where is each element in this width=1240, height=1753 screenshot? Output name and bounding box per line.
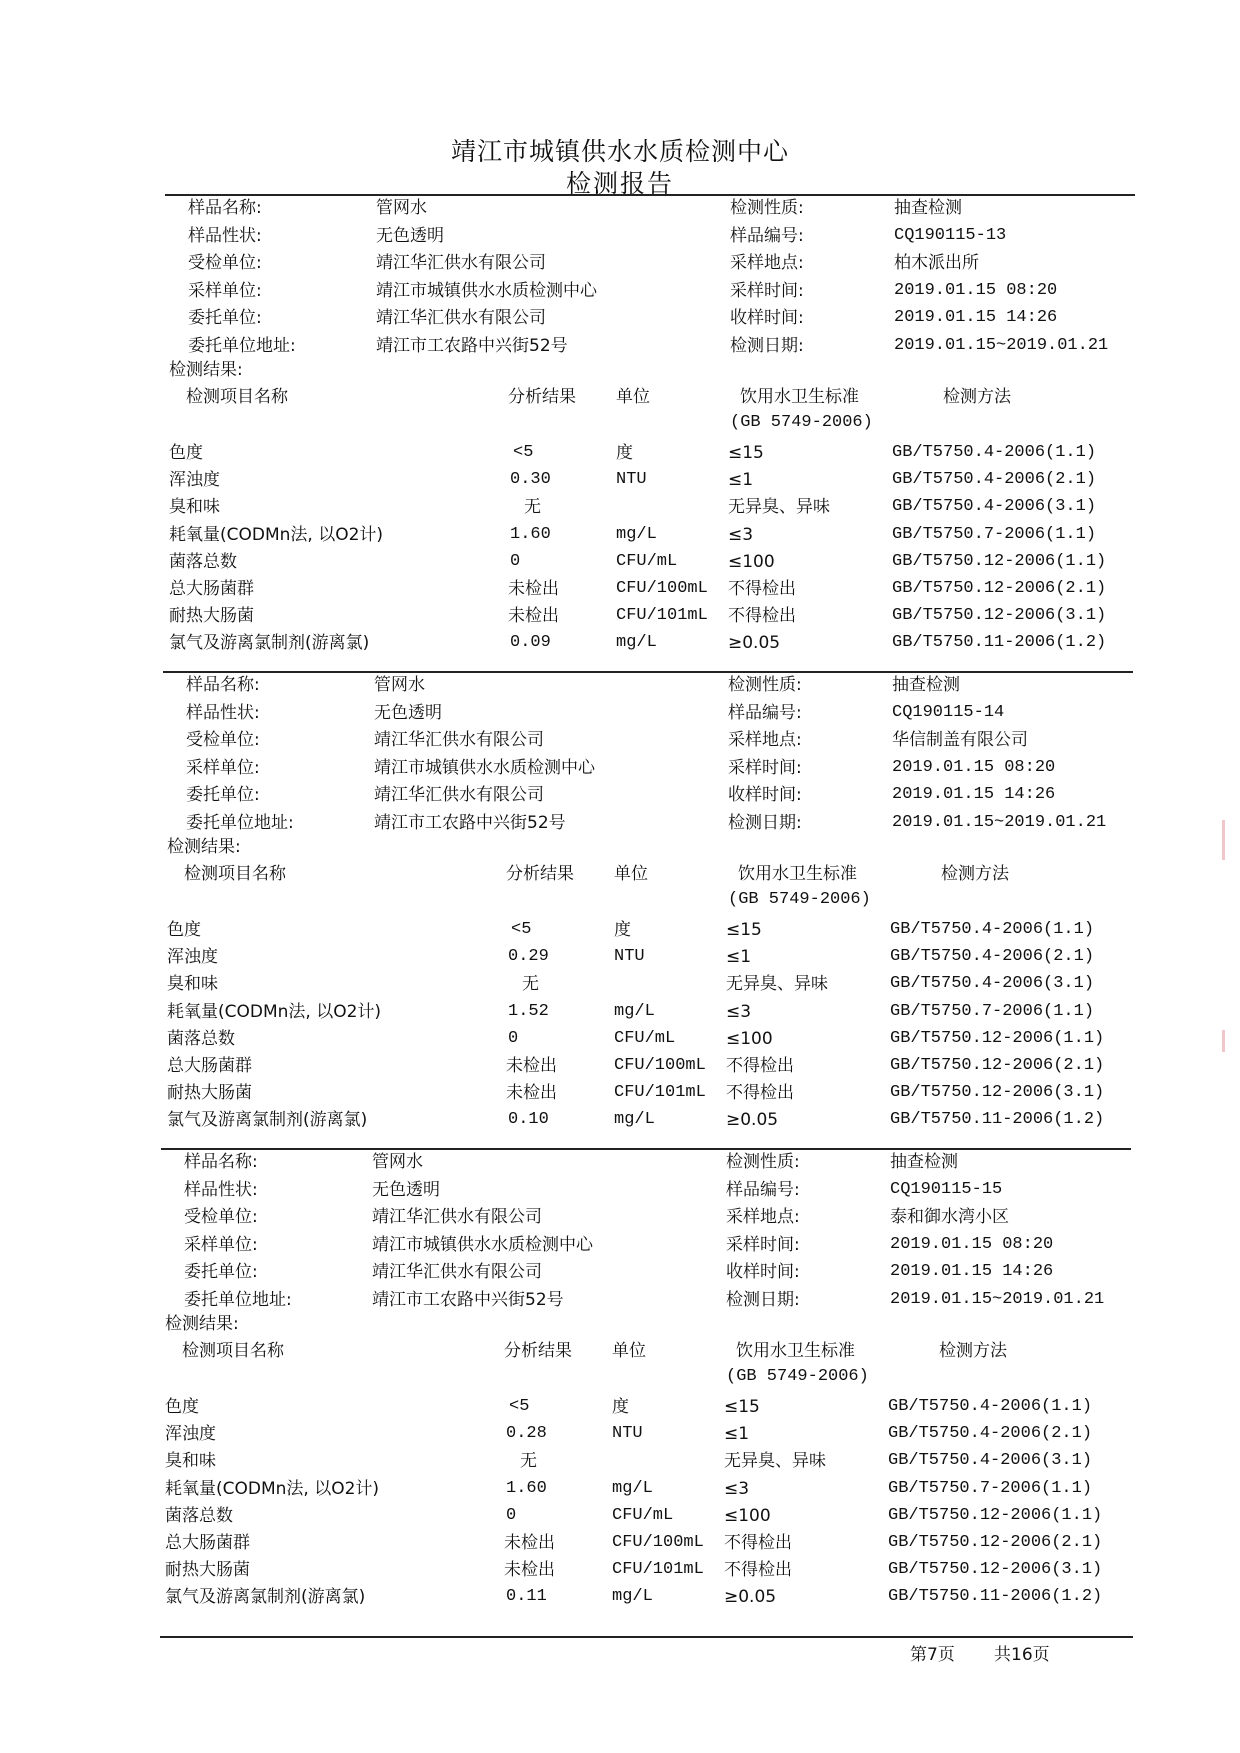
item-unit: mg/L <box>616 524 657 544</box>
value-test-nature: 抽查检测 <box>892 675 960 695</box>
results-label: 检测结果: <box>169 360 243 380</box>
value-sample-no: CQ190115-14 <box>892 702 1005 722</box>
item-standard: 不得检出 <box>726 1083 794 1104</box>
item-result: 0 <box>506 1505 517 1525</box>
item-method: GB/T5750.12-2006(3.1) <box>890 1083 1105 1103</box>
label-entrust-unit: 委托单位: <box>186 785 260 805</box>
item-standard: ≤100 <box>726 1028 773 1049</box>
value-sample-name: 管网水 <box>376 198 427 218</box>
label-test-date: 检测日期: <box>726 1289 800 1310</box>
item-method: GB/T5750.11-2006(1.2) <box>890 1110 1105 1130</box>
report-title: 检测报告 <box>565 169 674 198</box>
label-inspected-unit: 受检单位: <box>188 253 262 273</box>
item-unit: mg/L <box>614 1001 655 1021</box>
page-total: 共16页 <box>994 1645 1050 1665</box>
label-sampling-unit: 采样单位: <box>188 280 262 301</box>
item-unit: NTU <box>612 1424 643 1444</box>
value-sampling-unit: 靖江市城镇供水水质检测中心 <box>376 280 597 301</box>
value-sample-name: 管网水 <box>374 675 425 695</box>
item-name: 总大肠菌群 <box>165 1533 250 1553</box>
col-result-header: 分析结果 <box>508 387 576 407</box>
col-item-header: 检测项目名称 <box>184 864 286 884</box>
results-label: 检测结果: <box>165 1314 239 1334</box>
label-sample-name: 样品名称: <box>186 675 260 695</box>
value-sample-no: CQ190115-15 <box>890 1179 1003 1199</box>
item-unit: CFU/101mL <box>612 1560 704 1580</box>
col-item-header: 检测项目名称 <box>186 387 288 407</box>
value-entrust-address: 靖江市工农路中兴街52号 <box>376 335 568 356</box>
item-result: 未检出 <box>508 579 559 599</box>
value-inspected-unit: 靖江华汇供水有限公司 <box>372 1207 542 1227</box>
item-name: 浑浊度 <box>165 1424 216 1445</box>
item-result: 0.28 <box>506 1424 547 1444</box>
col-method-header: 检测方法 <box>941 864 1009 884</box>
item-result: <5 <box>511 920 532 939</box>
value-sample-no: CQ190115-13 <box>894 225 1007 245</box>
label-sample-no: 样品编号: <box>726 1179 800 1200</box>
item-name: 总大肠菌群 <box>167 1056 252 1076</box>
section-top-rule <box>165 194 1135 196</box>
item-unit: mg/L <box>616 633 657 653</box>
item-result: 1.60 <box>510 524 551 544</box>
item-unit: CFU/100mL <box>616 579 708 598</box>
item-method: GB/T5750.12-2006(1.1) <box>888 1505 1103 1525</box>
item-name: 菌落总数 <box>165 1505 233 1526</box>
value-sampling-site: 华信制盖有限公司 <box>892 730 1028 750</box>
value-sampling-site: 柏木派出所 <box>894 253 979 273</box>
item-result: 0 <box>508 1028 519 1048</box>
label-sample-no: 样品编号: <box>728 702 802 723</box>
item-unit: NTU <box>614 947 645 967</box>
col-result-header: 分析结果 <box>504 1341 572 1361</box>
section-top-rule <box>161 1148 1131 1150</box>
item-method: GB/T5750.4-2006(2.1) <box>890 947 1095 967</box>
item-method: GB/T5750.12-2006(2.1) <box>888 1533 1103 1552</box>
item-standard: ≤100 <box>724 1505 771 1526</box>
col-unit-header: 单位 <box>616 387 650 407</box>
value-sample-state: 无色透明 <box>376 225 444 246</box>
item-name: 氯气及游离氯制剂(游离氯) <box>167 1110 368 1131</box>
value-sampling-time: 2019.01.15 08:20 <box>892 757 1056 777</box>
label-test-date: 检测日期: <box>730 335 804 356</box>
item-name: 耗氧量(CODMn法, 以O2计) <box>165 1478 380 1499</box>
item-method: GB/T5750.4-2006(3.1) <box>892 497 1097 517</box>
value-test-date: 2019.01.15~2019.01.21 <box>892 812 1107 832</box>
item-result: 0.29 <box>508 947 549 967</box>
item-standard: 无异臭、异味 <box>724 1451 826 1472</box>
value-sample-state: 无色透明 <box>374 702 442 723</box>
item-name: 色度 <box>165 1397 199 1417</box>
page-number: 第7页 <box>910 1645 955 1665</box>
label-sampling-site: 采样地点: <box>730 253 804 273</box>
value-inspected-unit: 靖江华汇供水有限公司 <box>376 253 546 273</box>
col-standard-header: 饮用水卫生标准 <box>738 864 857 884</box>
value-sample-state: 无色透明 <box>372 1179 440 1200</box>
item-name: 氯气及游离氯制剂(游离氯) <box>165 1587 366 1608</box>
item-standard: ≥0.05 <box>726 1110 779 1131</box>
item-method: GB/T5750.12-2006(2.1) <box>892 579 1107 598</box>
label-sample-state: 样品性状: <box>188 225 262 246</box>
item-standard: 不得检出 <box>726 1056 794 1076</box>
value-sampling-time: 2019.01.15 08:20 <box>894 280 1058 300</box>
item-result: 0.10 <box>508 1110 549 1130</box>
label-test-nature: 检测性质: <box>728 675 802 695</box>
item-name: 浑浊度 <box>169 470 220 491</box>
item-method: GB/T5750.7-2006(1.1) <box>890 1001 1095 1021</box>
item-name: 色度 <box>167 920 201 940</box>
item-standard: ≤3 <box>726 1001 752 1022</box>
item-standard: ≤1 <box>728 470 754 491</box>
label-test-nature: 检测性质: <box>726 1152 800 1172</box>
col-item-header: 检测项目名称 <box>182 1341 284 1361</box>
label-receive-time: 收样时间: <box>730 308 804 328</box>
value-sampling-unit: 靖江市城镇供水水质检测中心 <box>372 1234 593 1255</box>
item-unit: mg/L <box>614 1110 655 1130</box>
item-method: GB/T5750.12-2006(2.1) <box>890 1056 1105 1075</box>
item-standard: ≤1 <box>724 1424 750 1445</box>
item-name: 浑浊度 <box>167 947 218 968</box>
label-sampling-time: 采样时间: <box>730 280 804 301</box>
item-result: 无 <box>524 497 541 518</box>
label-entrust-unit: 委托单位: <box>184 1262 258 1282</box>
item-method: GB/T5750.12-2006(3.1) <box>888 1560 1103 1580</box>
col-result-header: 分析结果 <box>506 864 574 884</box>
item-unit: mg/L <box>612 1478 653 1498</box>
item-standard: ≤15 <box>728 443 764 463</box>
col-standard-ref: (GB 5749-2006) <box>728 890 871 909</box>
label-test-date: 检测日期: <box>728 812 802 833</box>
item-standard: ≤15 <box>724 1397 760 1417</box>
item-unit: CFU/101mL <box>614 1083 706 1103</box>
label-entrust-address: 委托单位地址: <box>184 1289 292 1310</box>
col-unit-header: 单位 <box>614 864 648 884</box>
item-name: 耐热大肠菌 <box>169 606 254 627</box>
item-unit: NTU <box>616 470 647 490</box>
item-result: <5 <box>509 1397 530 1416</box>
label-sample-name: 样品名称: <box>184 1152 258 1172</box>
label-sampling-time: 采样时间: <box>728 757 802 778</box>
item-name: 臭和味 <box>167 974 218 995</box>
item-method: GB/T5750.4-2006(1.1) <box>890 920 1095 939</box>
label-entrust-address: 委托单位地址: <box>186 812 294 833</box>
item-name: 耐热大肠菌 <box>165 1560 250 1581</box>
item-method: GB/T5750.4-2006(1.1) <box>892 443 1097 462</box>
item-method: GB/T5750.4-2006(2.1) <box>892 470 1097 490</box>
label-sampling-time: 采样时间: <box>726 1234 800 1255</box>
label-sample-state: 样品性状: <box>186 702 260 723</box>
value-sample-name: 管网水 <box>372 1152 423 1172</box>
item-unit: CFU/100mL <box>612 1533 704 1552</box>
item-standard: 不得检出 <box>728 579 796 599</box>
value-entrust-address: 靖江市工农路中兴街52号 <box>372 1289 564 1310</box>
label-entrust-address: 委托单位地址: <box>188 335 296 356</box>
col-standard-ref: (GB 5749-2006) <box>726 1367 869 1386</box>
item-standard: ≤1 <box>726 947 752 968</box>
item-method: GB/T5750.12-2006(3.1) <box>892 606 1107 626</box>
item-result: 未检出 <box>508 606 559 627</box>
item-name: 耗氧量(CODMn法, 以O2计) <box>167 1001 382 1022</box>
label-sample-state: 样品性状: <box>184 1179 258 1200</box>
label-receive-time: 收样时间: <box>728 785 802 805</box>
results-label: 检测结果: <box>167 837 241 857</box>
value-test-date: 2019.01.15~2019.01.21 <box>894 335 1109 355</box>
item-standard: 不得检出 <box>724 1560 792 1581</box>
item-method: GB/T5750.11-2006(1.2) <box>888 1587 1103 1607</box>
item-name: 耐热大肠菌 <box>167 1083 252 1104</box>
value-test-nature: 抽查检测 <box>894 198 962 218</box>
stamp-edge-mark <box>1222 1030 1225 1052</box>
label-sampling-site: 采样地点: <box>728 730 802 750</box>
item-standard: 不得检出 <box>728 606 796 627</box>
item-standard: ≤100 <box>728 551 775 572</box>
label-sample-name: 样品名称: <box>188 198 262 218</box>
item-method: GB/T5750.12-2006(1.1) <box>892 551 1107 571</box>
item-result: 0.11 <box>506 1587 547 1607</box>
item-standard: ≤3 <box>728 524 754 545</box>
item-name: 色度 <box>169 443 203 463</box>
col-standard-header: 饮用水卫生标准 <box>740 387 859 407</box>
item-result: 0.09 <box>510 633 551 653</box>
value-receive-time: 2019.01.15 14:26 <box>890 1262 1054 1281</box>
label-test-nature: 检测性质: <box>730 198 804 218</box>
item-unit: 度 <box>614 920 631 940</box>
value-entrust-unit: 靖江华汇供水有限公司 <box>376 308 546 328</box>
item-standard: 无异臭、异味 <box>728 497 830 518</box>
item-name: 氯气及游离氯制剂(游离氯) <box>169 633 370 654</box>
item-method: GB/T5750.7-2006(1.1) <box>888 1478 1093 1498</box>
item-method: GB/T5750.4-2006(2.1) <box>888 1424 1093 1444</box>
value-test-date: 2019.01.15~2019.01.21 <box>890 1289 1105 1309</box>
value-receive-time: 2019.01.15 14:26 <box>894 308 1058 327</box>
item-result: 未检出 <box>504 1560 555 1581</box>
stamp-edge-mark <box>1222 820 1225 860</box>
col-method-header: 检测方法 <box>943 387 1011 407</box>
item-unit: CFU/101mL <box>616 606 708 626</box>
item-unit: CFU/mL <box>612 1505 674 1525</box>
item-name: 耗氧量(CODMn法, 以O2计) <box>169 524 384 545</box>
item-unit: 度 <box>612 1397 629 1417</box>
value-test-nature: 抽查检测 <box>890 1152 958 1172</box>
item-standard: 不得检出 <box>724 1533 792 1553</box>
item-unit: CFU/100mL <box>614 1056 706 1075</box>
bottom-rule <box>160 1636 1133 1638</box>
label-inspected-unit: 受检单位: <box>186 730 260 750</box>
value-entrust-address: 靖江市工农路中兴街52号 <box>374 812 566 833</box>
item-unit: 度 <box>616 443 633 463</box>
value-entrust-unit: 靖江华汇供水有限公司 <box>372 1262 542 1282</box>
value-sampling-unit: 靖江市城镇供水水质检测中心 <box>374 757 595 778</box>
item-method: GB/T5750.12-2006(1.1) <box>890 1028 1105 1048</box>
item-standard: ≤3 <box>724 1478 750 1499</box>
item-result: 无 <box>520 1451 537 1472</box>
item-standard: ≥0.05 <box>724 1587 777 1608</box>
item-result: 无 <box>522 974 539 995</box>
item-method: GB/T5750.4-2006(3.1) <box>890 974 1095 994</box>
item-result: 0.30 <box>510 470 551 490</box>
col-standard-ref: (GB 5749-2006) <box>730 413 873 432</box>
item-name: 菌落总数 <box>167 1028 235 1049</box>
item-unit: mg/L <box>612 1587 653 1607</box>
value-receive-time: 2019.01.15 14:26 <box>892 785 1056 804</box>
label-sampling-site: 采样地点: <box>726 1207 800 1227</box>
item-result: 未检出 <box>506 1056 557 1076</box>
label-sampling-unit: 采样单位: <box>184 1234 258 1255</box>
value-sampling-time: 2019.01.15 08:20 <box>890 1234 1054 1254</box>
item-name: 臭和味 <box>165 1451 216 1472</box>
item-method: GB/T5750.4-2006(1.1) <box>888 1397 1093 1416</box>
item-name: 菌落总数 <box>169 551 237 572</box>
item-standard: 无异臭、异味 <box>726 974 828 995</box>
value-sampling-site: 泰和御水湾小区 <box>890 1207 1009 1227</box>
value-entrust-unit: 靖江华汇供水有限公司 <box>374 785 544 805</box>
item-unit: CFU/mL <box>616 551 678 571</box>
col-standard-header: 饮用水卫生标准 <box>736 1341 855 1361</box>
item-result: <5 <box>513 443 534 462</box>
item-standard: ≤15 <box>726 920 762 940</box>
org-title: 靖江市城镇供水水质检测中心 <box>450 137 789 166</box>
value-inspected-unit: 靖江华汇供水有限公司 <box>374 730 544 750</box>
item-result: 1.60 <box>506 1478 547 1498</box>
item-result: 1.52 <box>508 1001 549 1021</box>
item-unit: CFU/mL <box>614 1028 676 1048</box>
label-sampling-unit: 采样单位: <box>186 757 260 778</box>
col-method-header: 检测方法 <box>939 1341 1007 1361</box>
item-name: 臭和味 <box>169 497 220 518</box>
label-entrust-unit: 委托单位: <box>188 308 262 328</box>
item-name: 总大肠菌群 <box>169 579 254 599</box>
section-top-rule <box>163 671 1133 673</box>
item-result: 未检出 <box>504 1533 555 1553</box>
label-inspected-unit: 受检单位: <box>184 1207 258 1227</box>
item-method: GB/T5750.4-2006(3.1) <box>888 1451 1093 1471</box>
item-standard: ≥0.05 <box>728 633 781 654</box>
col-unit-header: 单位 <box>612 1341 646 1361</box>
item-result: 未检出 <box>506 1083 557 1104</box>
item-result: 0 <box>510 551 521 571</box>
label-receive-time: 收样时间: <box>726 1262 800 1282</box>
label-sample-no: 样品编号: <box>730 225 804 246</box>
item-method: GB/T5750.7-2006(1.1) <box>892 524 1097 544</box>
item-method: GB/T5750.11-2006(1.2) <box>892 633 1107 653</box>
